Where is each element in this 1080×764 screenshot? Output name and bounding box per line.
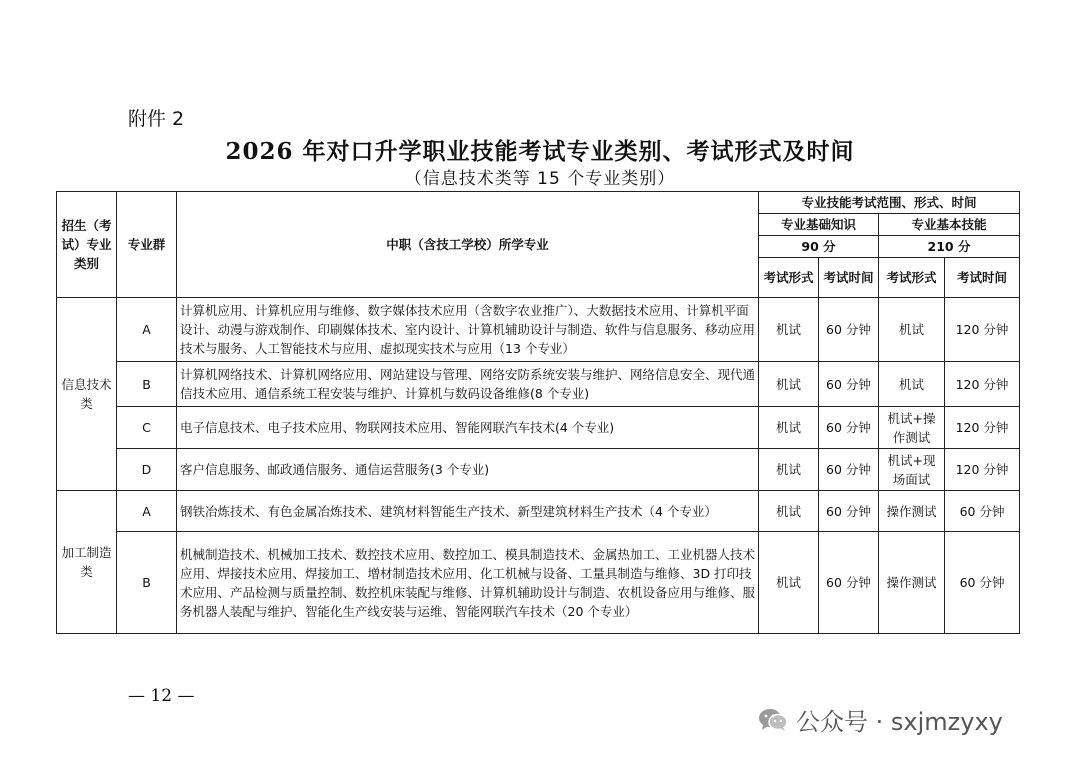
exam-form-cell: 机试 [879, 362, 945, 407]
header-score-knowledge: 90 分 [759, 236, 879, 258]
majors-cell: 计算机网络技术、计算机网络应用、网站建设与管理、网络安防系统安装与维护、网络信息安全、现代通信技术应用、通信系统工程安装与维护、计算机与数码设备维修(8 个专业) [177, 362, 759, 407]
group-cell: C [117, 407, 177, 449]
attachment-label: 附件 2 [128, 108, 185, 130]
wechat-icon [758, 707, 788, 733]
group-cell: B [117, 532, 177, 634]
exam-form-cell: 机试 [759, 362, 819, 407]
table-row [57, 407, 1020, 449]
header-basic-skill: 专业基本技能 [879, 214, 1020, 236]
category-cell: 信息技术类 [57, 298, 117, 491]
page-number: — 12 — [128, 686, 195, 706]
exam-time-cell: 60 分钟 [819, 407, 879, 449]
header-category: 招生（考试）专业类别 [57, 192, 117, 298]
majors-cell: 机械制造技术、机械加工技术、数控技术应用、数控加工、模具制造技术、金属热加工、工业机器人技术应用、焊接技术应用、焊接加工、增材制造技术应用、化工机械与设备、工量具制造与维修、3D 打印技术应用、产品检测与质量控制、数控机床装配与维修、计算机辅助设计与制造、农机设备应用与维修、服务机器人装配与维护、智能化生产线安装与运维、智能网联汽车技术（20 个专业） [177, 532, 759, 634]
exam-time-cell: 120 分钟 [945, 362, 1020, 407]
majors-cell: 客户信息服务、邮政通信服务、通信运营服务(3 个专业) [177, 449, 759, 491]
exam-form-cell: 机试 [759, 532, 819, 634]
exam-time-cell: 60 分钟 [819, 491, 879, 532]
exam-time-cell: 60 分钟 [819, 532, 879, 634]
majors-cell: 钢铁冶炼技术、有色金属冶炼技术、建筑材料智能生产技术、新型建筑材料生产技术（4 个专业） [177, 491, 759, 532]
exam-form-cell: 操作测试 [879, 532, 945, 634]
exam-form-cell: 机试 [879, 298, 945, 362]
exam-time-cell: 60 分钟 [945, 532, 1020, 634]
exam-form-cell: 机试 [759, 491, 819, 532]
majors-cell: 计算机应用、计算机应用与维修、数字媒体技术应用（含数字农业推广）、大数据技术应用、计算机平面设计、动漫与游戏制作、印刷媒体技术、室内设计、计算机辅助设计与制造、软件与信息服务、移动应用技术与服务、人工智能技术与应用、虚拟现实技术与应用（13 个专业） [177, 298, 759, 362]
header-exam-time-2: 考试时间 [945, 258, 1020, 298]
exam-time-cell: 120 分钟 [945, 298, 1020, 362]
exam-time-cell: 60 分钟 [945, 491, 1020, 532]
table-row [57, 449, 1020, 491]
watermark-text: 公众号 · sxjmzyxy [796, 708, 1003, 736]
majors-cell: 电子信息技术、电子技术应用、物联网技术应用、智能网联汽车技术(4 个专业) [177, 407, 759, 449]
document-subtitle: （信息技术类等 15 个专业类别） [404, 169, 676, 189]
exam-time-cell: 120 分钟 [945, 407, 1020, 449]
header-majors: 中职（含技工学校）所学专业 [177, 192, 759, 298]
table-row [57, 491, 1020, 532]
header-score-skill: 210 分 [879, 236, 1020, 258]
document-title: 2026 年对口升学职业技能考试专业类别、考试形式及时间 [225, 138, 855, 165]
exam-form-cell: 机试 [759, 407, 819, 449]
exam-table [56, 191, 1020, 634]
table-row [57, 298, 1020, 362]
category-cell: 加工制造类 [57, 491, 117, 634]
watermark [758, 702, 1003, 737]
exam-form-cell: 机试 [759, 449, 819, 491]
header-exam-time-1: 考试时间 [819, 258, 879, 298]
header-scope: 专业技能考试范围、形式、时间 [759, 192, 1020, 214]
group-cell: D [117, 449, 177, 491]
exam-time-cell: 60 分钟 [819, 449, 879, 491]
exam-form-cell: 机试+操作测试 [879, 407, 945, 449]
exam-form-cell: 机试+现场面试 [879, 449, 945, 491]
table-row [57, 532, 1020, 634]
exam-time-cell: 60 分钟 [819, 362, 879, 407]
exam-form-cell: 机试 [759, 298, 819, 362]
exam-time-cell: 120 分钟 [945, 449, 1020, 491]
exam-form-cell: 操作测试 [879, 491, 945, 532]
header-group: 专业群 [117, 192, 177, 298]
group-cell: A [117, 298, 177, 362]
group-cell: B [117, 362, 177, 407]
group-cell: A [117, 491, 177, 532]
header-exam-form-2: 考试形式 [879, 258, 945, 298]
table-row [57, 362, 1020, 407]
exam-time-cell: 60 分钟 [819, 298, 879, 362]
header-basic-knowledge: 专业基础知识 [759, 214, 879, 236]
header-exam-form-1: 考试形式 [759, 258, 819, 298]
